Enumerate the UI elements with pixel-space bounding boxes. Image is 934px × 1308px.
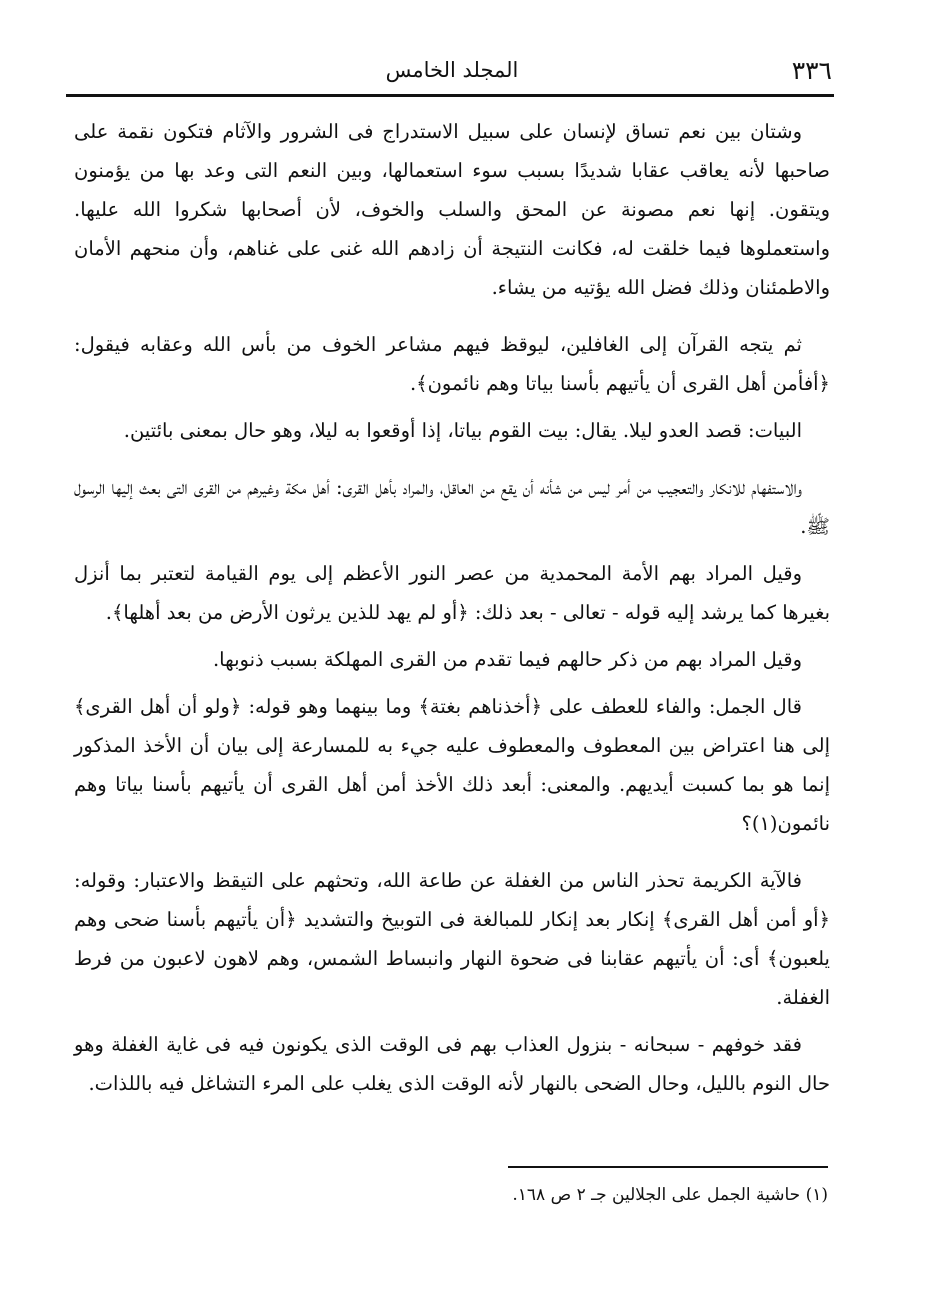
paragraph-4: والاستفهام للانكار والتعجيب من أمر ليس من شأنه أن يقع من العاقل، والمراد بأهل القرى: أهل مكة وغيرهم من القرى التى بعث إليها الرسول ﷺ. — [74, 476, 830, 538]
paragraph-8: فالآية الكريمة تحذر الناس من الغفلة عن طاعة الله، وتحثهم على التيقظ والاعتبار: وقوله: ﴿أو أمن أهل القرى﴾ إنكار بعد إنكار للمبالغة فى التوبيخ والتشديد ﴿أن يأتيهم بأسنا ضحى وهم يلعبون﴾ أى: أن يأتيهم عقابنا فى ضحوة النهار وانبساط الشمس، وهم لاهون لاعبون من فرط الغفلة. — [74, 869, 830, 1009]
paragraph-6: وقيل المراد بهم من ذكر حالهم فيما تقدم من القرى المهلكة بسبب ذنوبها. — [212, 648, 802, 671]
body-text — [74, 112, 830, 1111]
volume-title: المجلد الخامس — [385, 58, 519, 82]
paragraph-5: وقيل المراد بهم الأمة المحمدية من عصر النور الأعظم إلى يوم القيامة لتعتبر بما أنزل بغيرها كما يرشد إليه قوله - تعالى - بعد ذلك: ﴿أو لم يهد للذين يرثون الأرض من بعد أهلها﴾. — [74, 562, 830, 624]
paragraph-3: البيات: قصد العدو ليلا. يقال: بيت القوم بياتا، إذا أوقعوا به ليلا، وهو حال بمعنى بائتين. — [123, 419, 802, 442]
page-header — [72, 54, 832, 88]
page-number: ٣٣٦ — [791, 56, 832, 85]
footnote: (١) حاشية الجمل على الجلالين جـ ٢ ص ١٦٨. — [512, 1185, 828, 1205]
paragraph-2: ثم يتجه القرآن إلى الغافلين، ليوقظ فيهم مشاعر الخوف من بأس الله وعقابه فيقول: ﴿أفأمن أهل القرى أن يأتيهم بأسنا بياتا وهم نائمون﴾. — [74, 333, 830, 395]
paragraph-7: قال الجمل: والفاء للعطف على ﴿أخذناهم بغتة﴾ وما بينهما وهو قوله: ﴿ولو أن أهل القرى﴾ إلى هنا اعتراض بين المعطوف والمعطوف عليه جيء به للمسارعة إلى بيان أن الأخذ المذكور إنما هو بما كسبت أيديهم. والمعنى: أبعد ذلك الأخذ أمن أهل القرى أن يأتيهم بأسنا بياتا وهم نائمون(١)؟ — [74, 695, 830, 835]
header-rule — [66, 94, 834, 97]
footnote-rule — [508, 1166, 828, 1168]
paragraph-9: فقد خوفهم - سبحانه - بنزول العذاب بهم فى الوقت الذى يكونون فيه فى غاية الغفلة وهو حال النوم بالليل، وحال الضحى بالنهار لأنه الوقت الذى يغلب على المرء التشاغل فيه باللذات. — [74, 1033, 830, 1095]
paragraph-1: وشتان بين نعم تساق لإنسان على سبيل الاستدراج فى الشرور والآثام فتكون نقمة على صاحبها لأنه يعاقب عقابا شديدًا بسبب سوء استعمالها، وبين النعم التى وعد بها من يؤمنون ويتقون. إنها نعم مصونة عن المحق والسلب والخوف، لأن أصحابها شكروا الله عليها. واستعملوها فيما خلقت له، فكانت النتيجة أن زادهم الله غنى على غناهم، وأن منحهم الأمان والاطمئنان وذلك فضل الله يؤتيه من يشاء. — [74, 120, 830, 299]
